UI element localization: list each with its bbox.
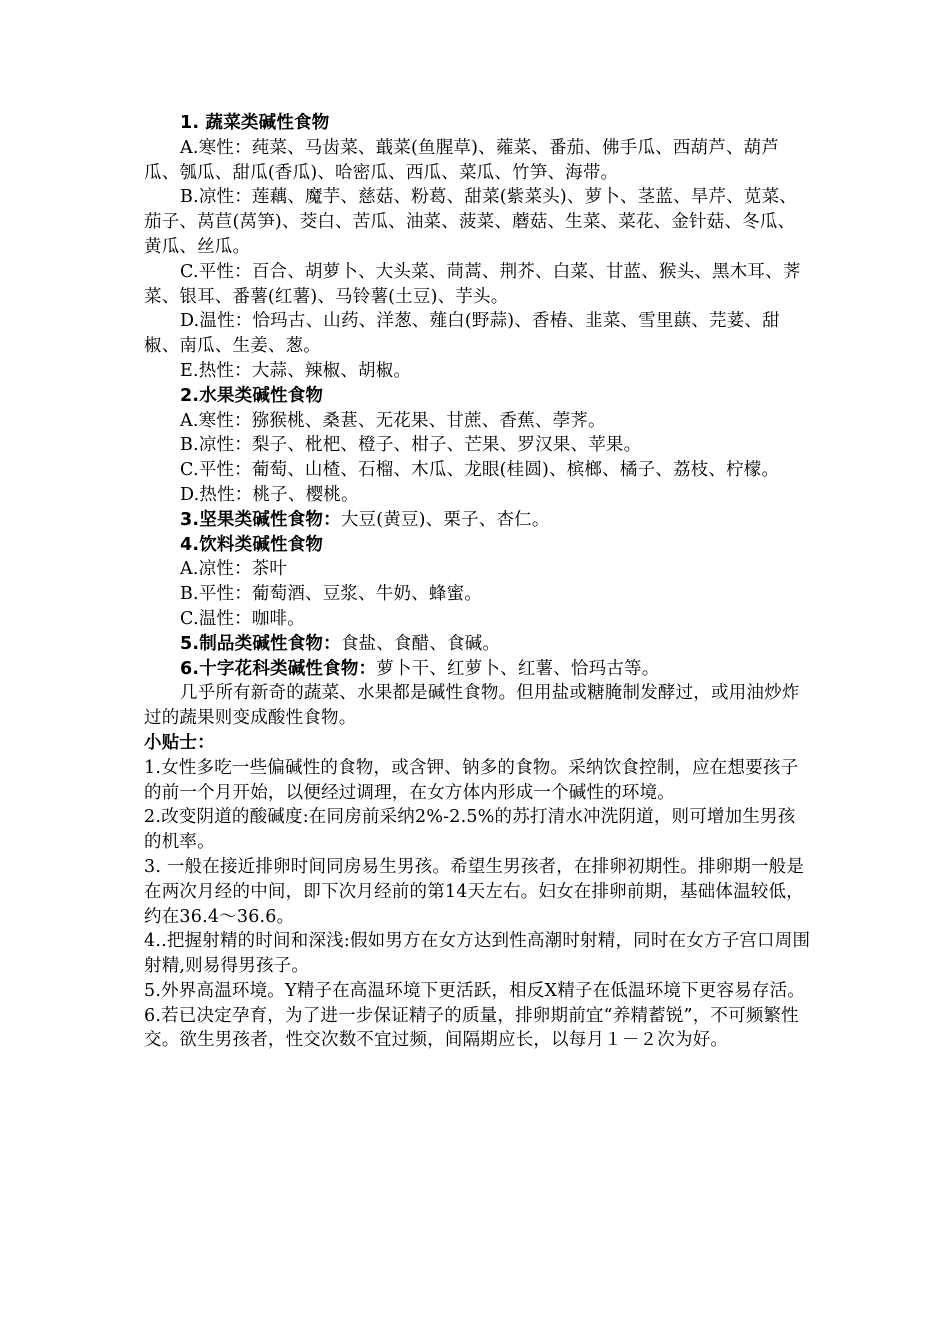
tip-item-2: 2.改变阴道的酸碱度:在同房前采纳2%-2.5%的苏打清水冲洗阴道，则可增加生男孩的机率。 <box>144 807 796 853</box>
products-heading: 5.制品类碱性食物： <box>180 633 341 654</box>
products-text: 食盐、食醋、食碱。 <box>340 633 501 654</box>
tip-item-5: 5.外界高温环境。Y精子在高温环境下更活跃，相反X精子在低温环境下更容易存活。 <box>144 980 806 1001</box>
crucifer-heading: 6.十字花科类碱性食物： <box>180 658 377 679</box>
fruit-item-hot: D.热性：桃子、樱桃。 <box>180 484 359 505</box>
tip-item-1: 1.女性多吃一些偏碱性的食物，或含钾、钠多的食物。采纳饮食控制，应在想要孩子的前一个月开始，以便经过调理，在女方体内形成一个碱性的环境。 <box>144 757 799 803</box>
drinks-item-cool: A.凉性：茶叶 <box>180 559 288 580</box>
tip-item-4: 4..把握射精的时间和深浅:假如男方在女方达到性高潮时射精，同时在女方子宫口周围射精,则易得男孩子。 <box>144 931 811 977</box>
nuts-text: 大豆(黄豆)、栗子、杏仁。 <box>340 509 550 530</box>
tip-item-6: 6.若已决定孕育，为了进一步保证精子的质量，排卵期前宜“养精蓄锐”，不可频繁性交。欲生男孩者，性交次数不宜过频，间隔期应长，以每月１－２次为好。 <box>144 1005 799 1051</box>
fruit-heading: 2.水果类碱性食物 <box>180 385 324 406</box>
products-line <box>144 632 812 657</box>
nuts-heading: 3.坚果类碱性食物： <box>180 509 341 530</box>
veg-item-cool: B.凉性：莲藕、魔芋、慈菇、粉葛、甜菜(紫菜头)、萝卜、茎蓝、旱芹、苋菜、茄子、莴苣(莴笋)、茭白、苦瓜、油菜、菠菜、蘑菇、生菜、菜花、金针菇、冬瓜、黄瓜、丝瓜。 <box>144 187 797 257</box>
crucifer-line <box>144 657 812 682</box>
veg-item-cold: A.寒性：莼菜、马齿菜、蕺菜(鱼腥草)、蕹菜、番茄、佛手瓜、西葫芦、葫芦瓜、瓠瓜、甜瓜(香瓜)、哈密瓜、西瓜、菜瓜、竹笋、海带。 <box>144 137 780 183</box>
fruit-item-cold: A.寒性：猕猴桃、桑葚、无花果、甘蔗、香蕉、荸荠。 <box>180 410 606 431</box>
veg-item-neutral: C.平性：百合、胡萝卜、大头菜、茼蒿、荆芥、白菜、甘蓝、猴头、黑木耳、荠菜、银耳、番薯(红薯)、马铃薯(土豆)、芋头。 <box>144 261 801 307</box>
document-body <box>144 111 812 1053</box>
fruit-item-neutral: C.平性：葡萄、山楂、石榴、木瓜、龙眼(桂圆)、槟榔、橘子、荔枝、柠檬。 <box>180 460 780 481</box>
crucifer-text: 萝卜干、红萝卜、红薯、恰玛古等。 <box>376 658 660 679</box>
summary-paragraph: 几乎所有新奇的蔬菜、水果都是碱性食物。但用盐或糖腌制发酵过，或用油炒炸过的蔬果则变成酸性食物。 <box>144 683 800 729</box>
veg-heading: 1. 蔬菜类碱性食物 <box>180 113 330 133</box>
veg-item-hot: E.热性：大蒜、辣椒、胡椒。 <box>180 360 412 381</box>
drinks-item-warm: C.温性：咖啡。 <box>180 608 305 629</box>
tip-item-3: 3. 一般在接近排卵时间同房易生男孩。希望生男孩者，在排卵初期性。排卵期一般是在两次月经的中间，即下次月经前的第14天左右。妇女在排卵前期，基础体温较低，约在36.4～36.6。 <box>144 856 805 927</box>
drinks-item-neutral: B.平性：葡萄酒、豆浆、牛奶、蜂蜜。 <box>180 584 483 605</box>
fruit-item-cool: B.凉性：梨子、枇杷、橙子、柑子、芒果、罗汉果、苹果。 <box>180 435 642 456</box>
tips-heading: 小贴士： <box>144 732 215 753</box>
nuts-line <box>144 508 812 533</box>
drinks-heading: 4.饮料类碱性食物 <box>180 534 324 555</box>
veg-item-warm: D.温性：恰玛古、山药、洋葱、薤白(野蒜)、香椿、韭菜、雪里蕻、芫荽、甜椒、南瓜、生姜、葱。 <box>144 311 780 357</box>
